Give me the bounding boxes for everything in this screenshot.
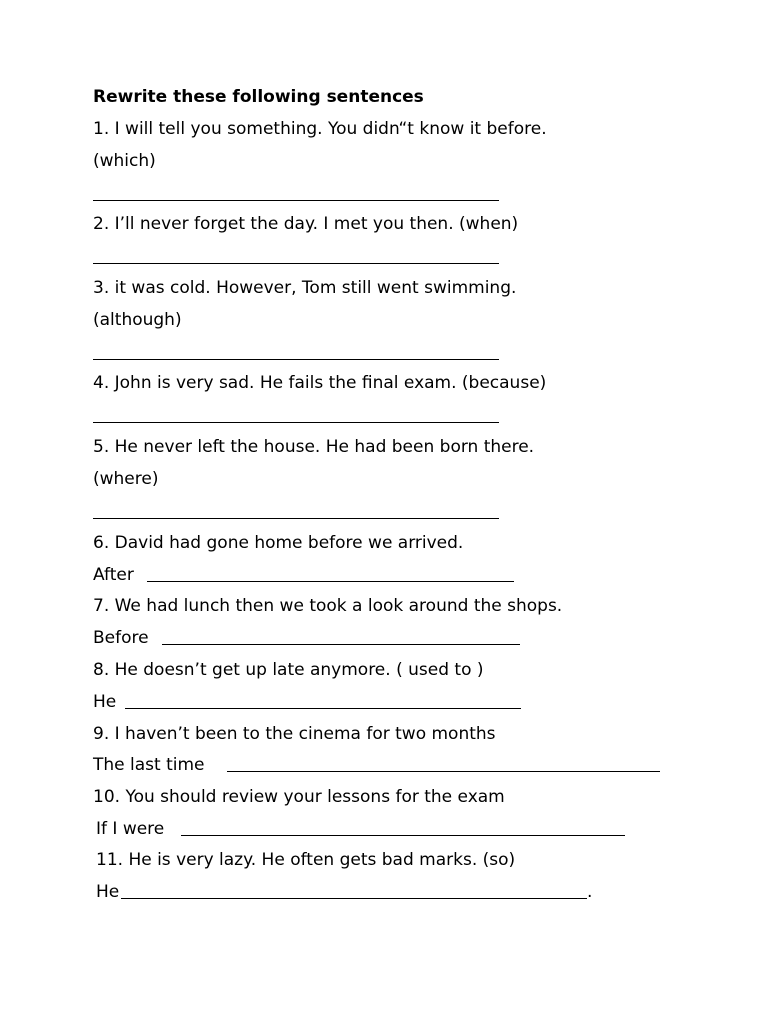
worksheet-title: Rewrite these following sentences [93,87,424,107]
item-1-answer-line[interactable] [93,200,499,201]
item-11-lead: He [96,882,120,902]
item-6-answer-line[interactable] [147,581,514,582]
item-10-answer-line[interactable] [181,835,625,836]
item-10-sentence: 10. You should review your lessons for the exam [93,787,505,807]
item-2-answer-line[interactable] [93,263,499,264]
item-4-answer-line[interactable] [93,422,499,423]
item-9-lead: The last time [93,755,205,775]
item-3-sentence: 3. it was cold. However, Tom still went swimming. [93,278,517,298]
item-9-sentence: 9. I haven’t been to the cinema for two months [93,724,496,744]
item-4-sentence: 4. John is very sad. He fails the final exam. (because) [93,373,547,393]
item-10-lead: If I were [96,819,165,839]
item-1-sentence: 1. I will tell you something. You didn“t know it before. [93,119,547,139]
item-2-sentence: 2. I’ll never forget the day. I met you then. (when) [93,214,519,234]
item-3-hint: (although) [93,310,182,330]
item-5-hint: (where) [93,469,159,489]
item-8-answer-line[interactable] [125,708,521,709]
item-1-hint: (which) [93,151,156,171]
item-7-lead: Before [93,628,149,648]
item-6-lead: After [93,565,134,585]
item-5-answer-line[interactable] [93,518,499,519]
item-6-sentence: 6. David had gone home before we arrived. [93,533,464,553]
item-7-sentence: 7. We had lunch then we took a look around the shops. [93,596,563,616]
item-8-sentence: 8. He doesn’t get up late anymore. ( used to ) [93,660,484,680]
item-5-sentence: 5. He never left the house. He had been born there. [93,437,535,457]
item-11-end-period: . [587,882,593,902]
item-9-answer-line[interactable] [227,771,660,772]
item-3-answer-line[interactable] [93,359,499,360]
item-11-answer-line[interactable] [121,898,587,899]
item-7-answer-line[interactable] [162,644,520,645]
item-11-sentence: 11. He is very lazy. He often gets bad marks. (so) [96,850,516,870]
item-8-lead: He [93,692,117,712]
